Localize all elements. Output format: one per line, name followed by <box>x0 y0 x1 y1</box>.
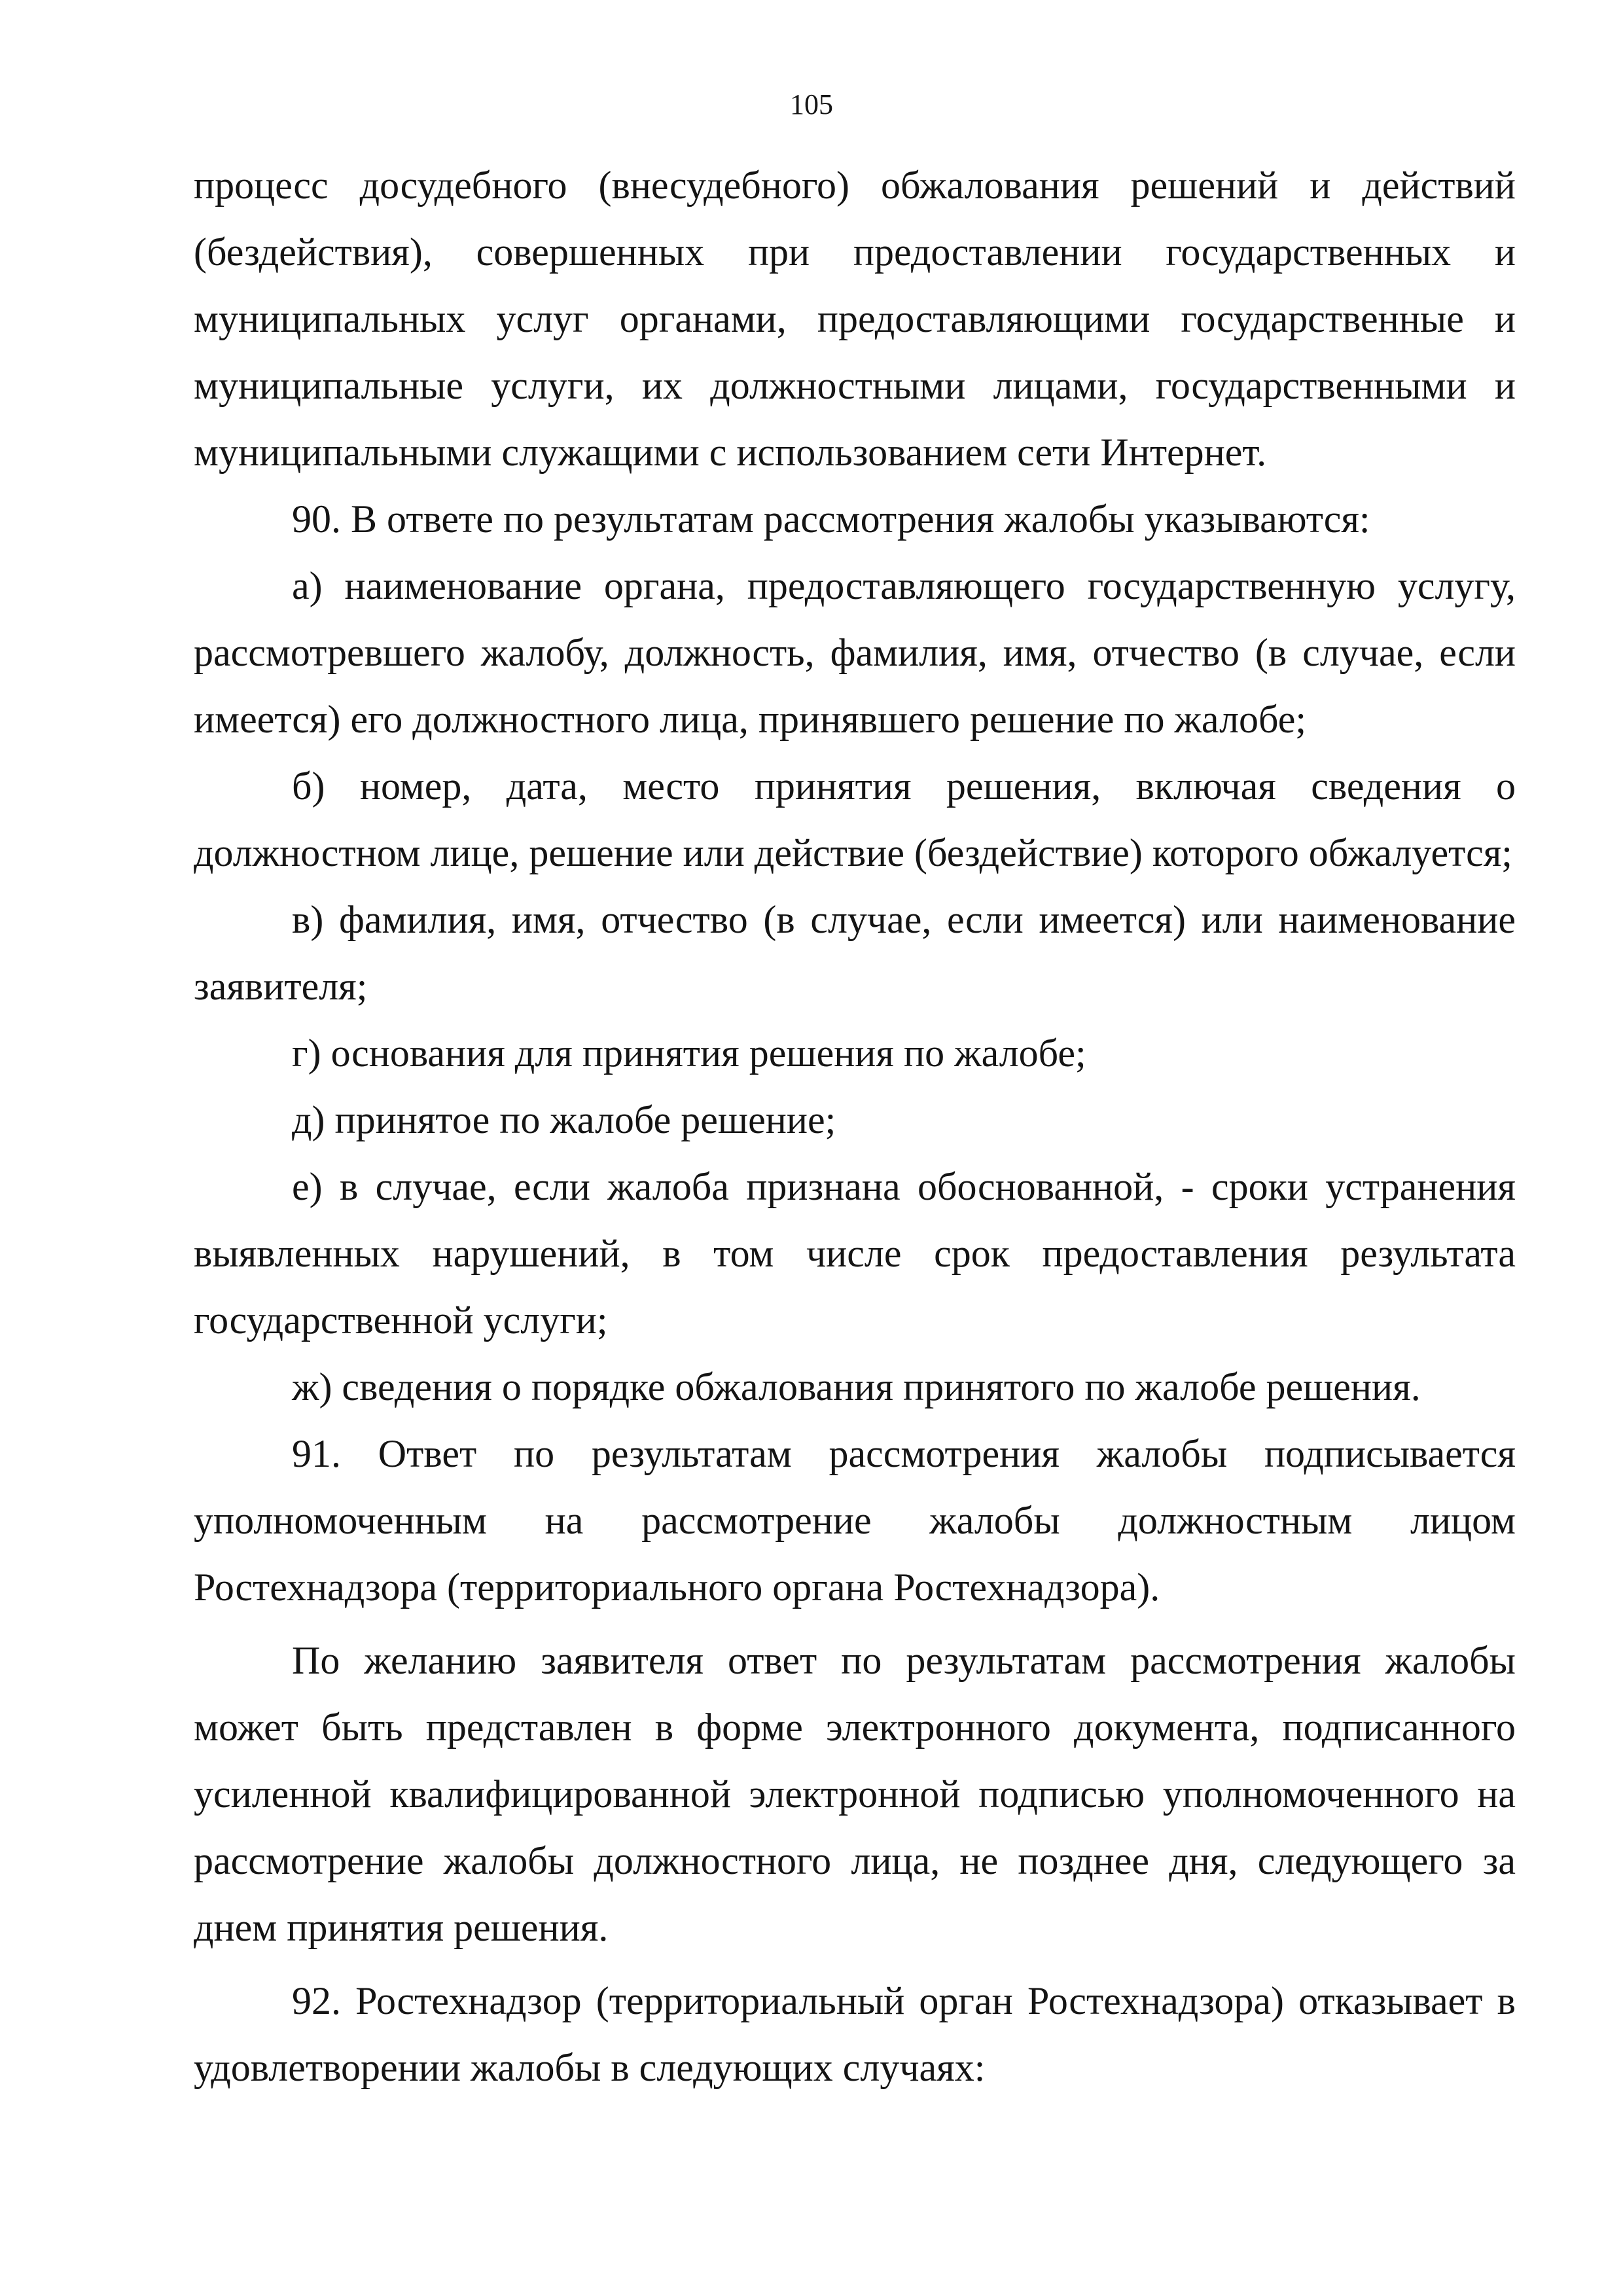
paragraph-item-90: 90. В ответе по результатам рассмотрения жалобы указываются: <box>292 497 1370 541</box>
paragraph-item-91: 91. Ответ по результатам рассмотрения жалобы подписывается уполномоченным на рассмотрение жалобы должностным лицом Ростехнадзора (территориального органа Ростехнадзора). <box>194 1432 1516 1609</box>
paragraph-electronic-answer: По желанию заявителя ответ по результатам рассмотрения жалобы может быть представлен в форме электронного документа, подписанного усиленной квалифицированной электронной подписью уполномоченного на рассмотрение жалобы должностного лица, не позднее дня, следующего за днем принятия решения. <box>194 1639 1516 1949</box>
paragraph-subitem-e: е) в случае, если жалоба признана обоснованной, - сроки устранения выявленных нарушений, в том числе срок предоставления результата государственной услуги; <box>194 1165 1516 1342</box>
paragraph-subitem-v: в) фамилия, имя, отчество (в случае, если имеется) или наименование заявителя; <box>194 898 1516 1008</box>
page-number: 105 <box>790 88 833 120</box>
paragraph-subitem-d: д) принятое по жалобе решение; <box>292 1098 836 1141</box>
paragraph-subitem-a: а) наименование органа, предоставляющего государственную услугу, рассмотревшего жалобу, должность, фамилия, имя, отчество (в случае, если имеется) его должностного лица, принявшего решение по жалобе; <box>194 564 1516 741</box>
paragraph-subitem-g: г) основания для принятия решения по жалобе; <box>292 1031 1086 1075</box>
paragraph-subitem-zh: ж) сведения о порядке обжалования принятого по жалобе решения. <box>292 1365 1421 1408</box>
paragraph-subitem-b: б) номер, дата, место принятия решения, включая сведения о должностном лице, решение или действие (бездействие) которого обжалуется; <box>194 764 1516 874</box>
paragraph-item-92: 92. Ростехнадзор (территориальный орган Ростехнадзора) отказывает в удовлетворении жалобы в следующих случаях: <box>194 1979 1516 2089</box>
paragraph-continuation: процесс досудебного (внесудебного) обжалования решений и действий (бездействия), совершенных при предоставлении государственных и муниципальных услуг органами, предоставляющими государственные и муниципальные услуги, их должностными лицами, государственными и муниципальными служащими с использованием сети Интернет. <box>194 164 1516 474</box>
document-body <box>194 152 1516 2101</box>
